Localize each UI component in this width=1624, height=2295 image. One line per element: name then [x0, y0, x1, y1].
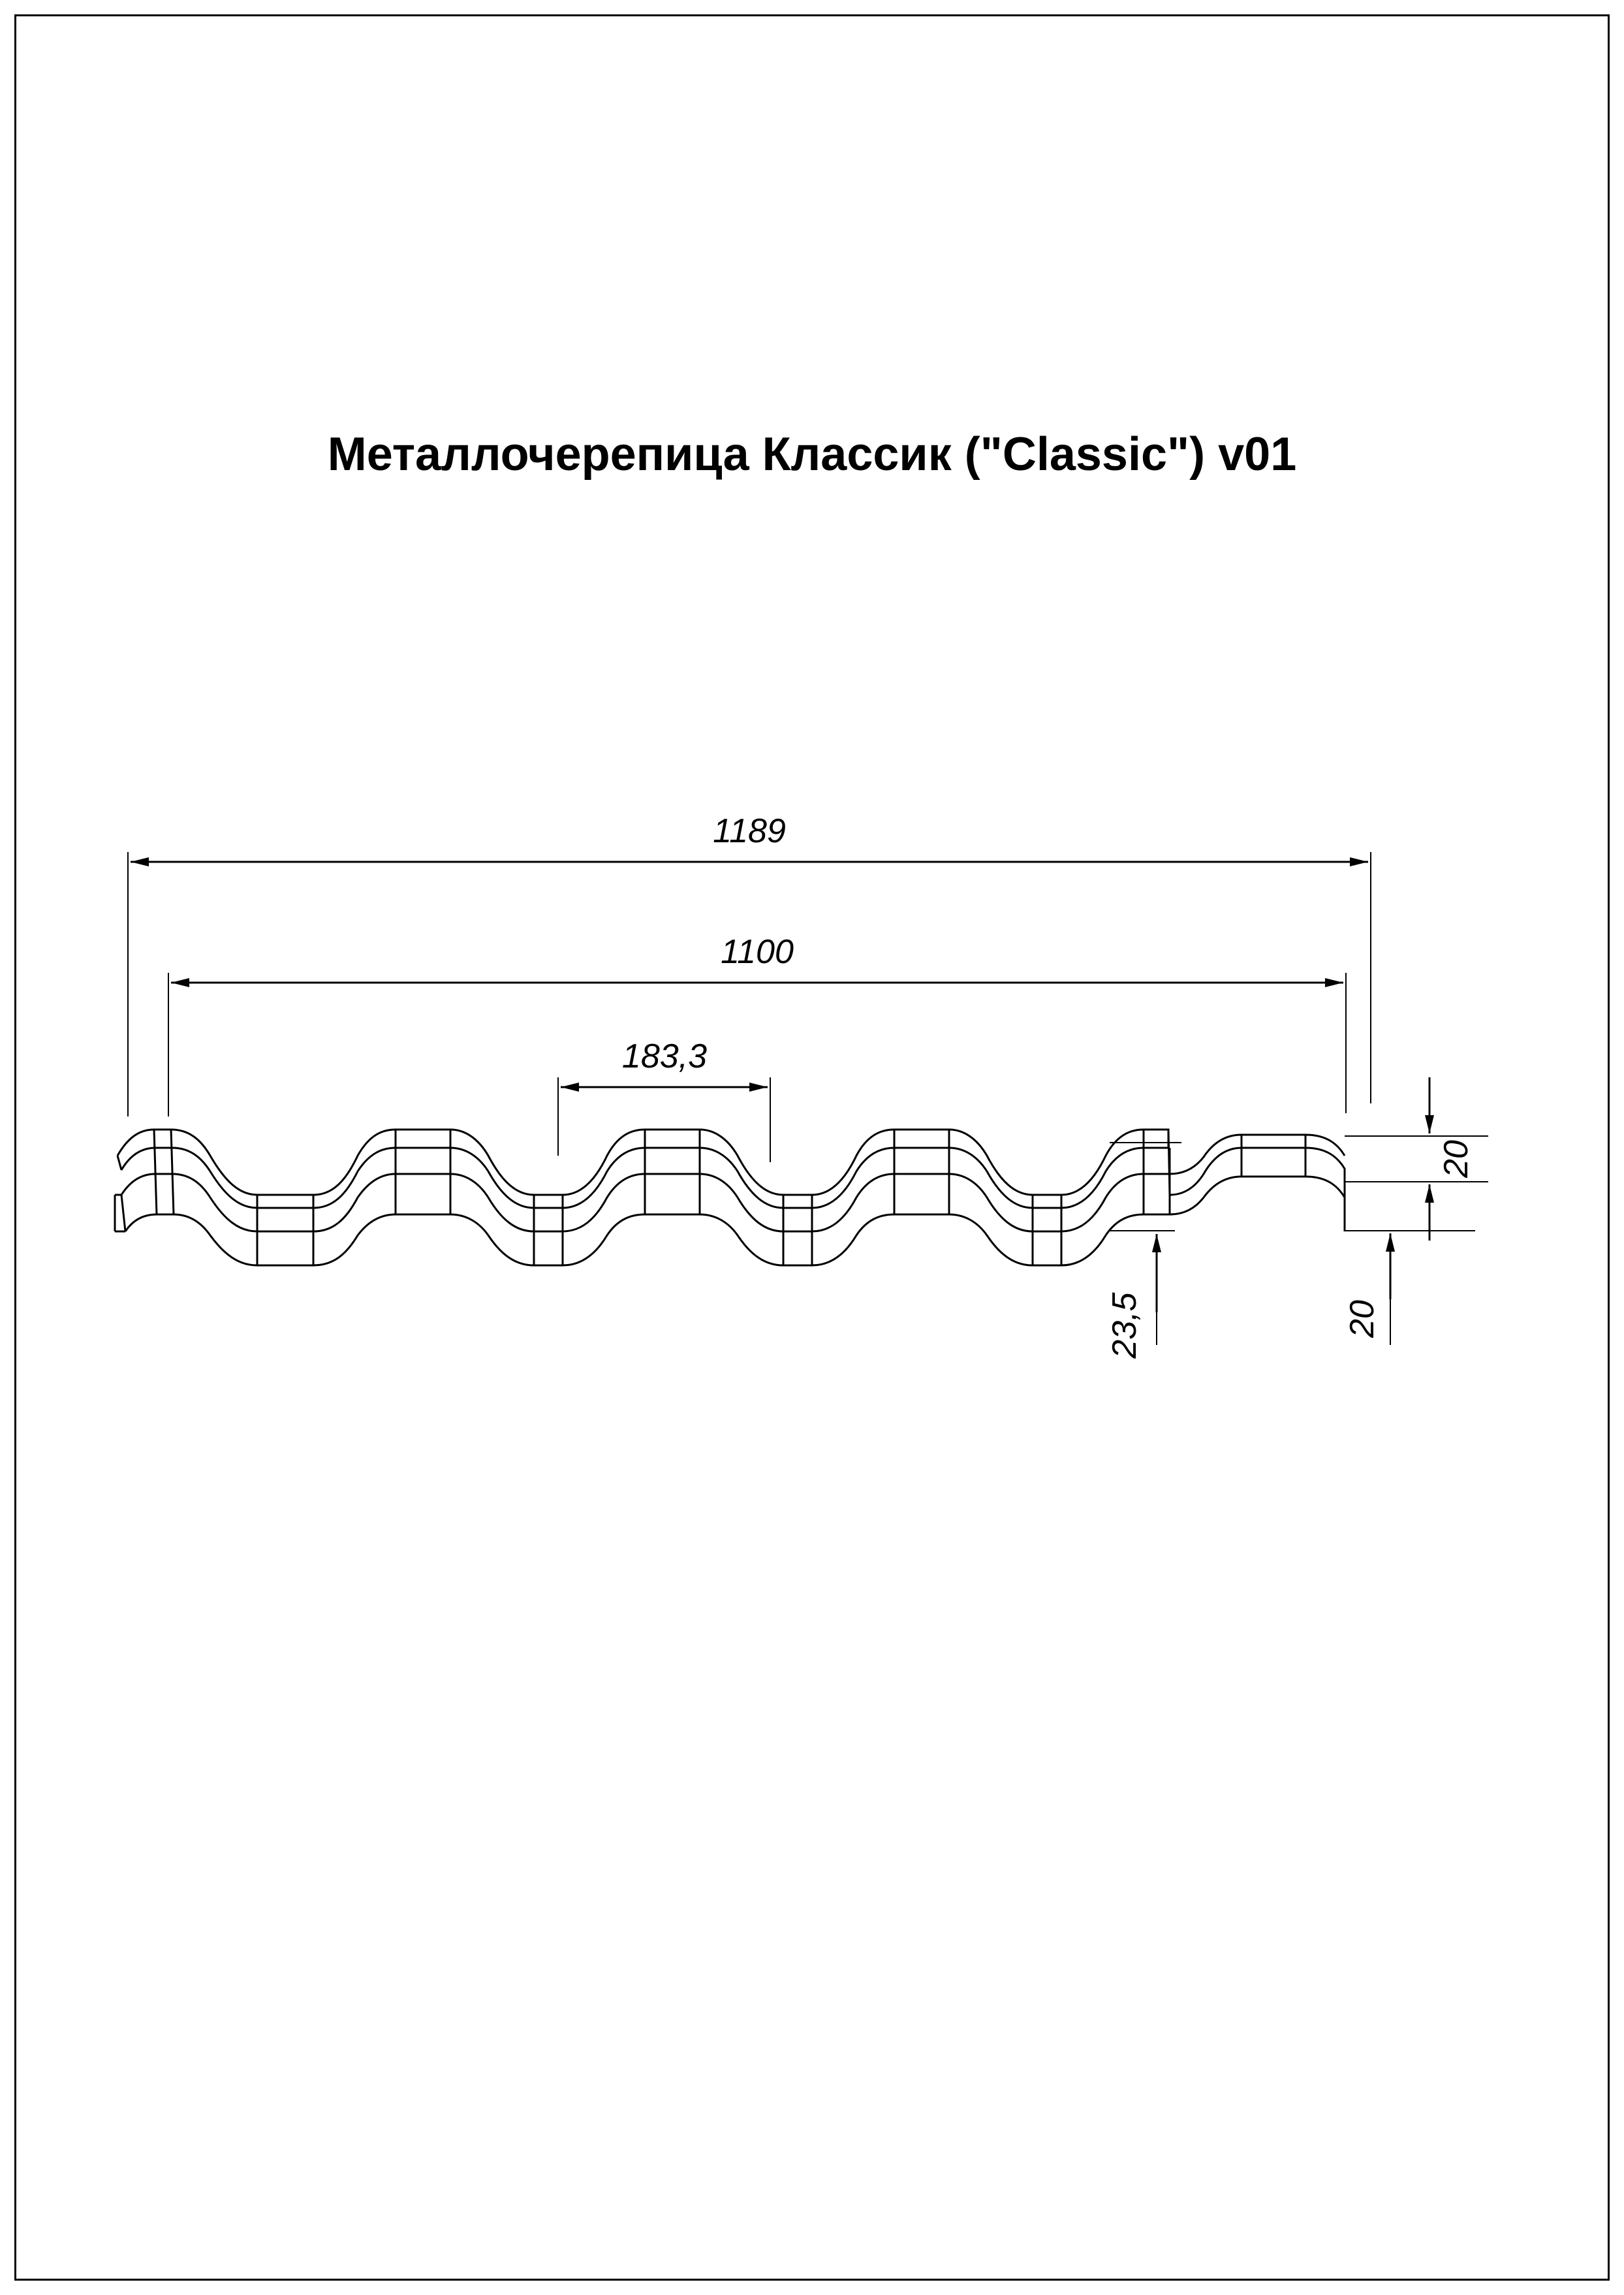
dim-label-1100: 1100 — [721, 933, 794, 971]
dim-label-1189: 1189 — [713, 812, 786, 850]
dim-label-20-upper: 20 — [1437, 1140, 1475, 1178]
profile-drawing — [0, 738, 1624, 1391]
dim-label-183-3: 183,3 — [621, 1037, 708, 1075]
dim-label-23-5: 23,5 — [1106, 1292, 1144, 1359]
page-title: Металлочерепица Классик ("Classic") v01 — [327, 428, 1297, 481]
dim-label-20-lower: 20 — [1343, 1300, 1381, 1338]
